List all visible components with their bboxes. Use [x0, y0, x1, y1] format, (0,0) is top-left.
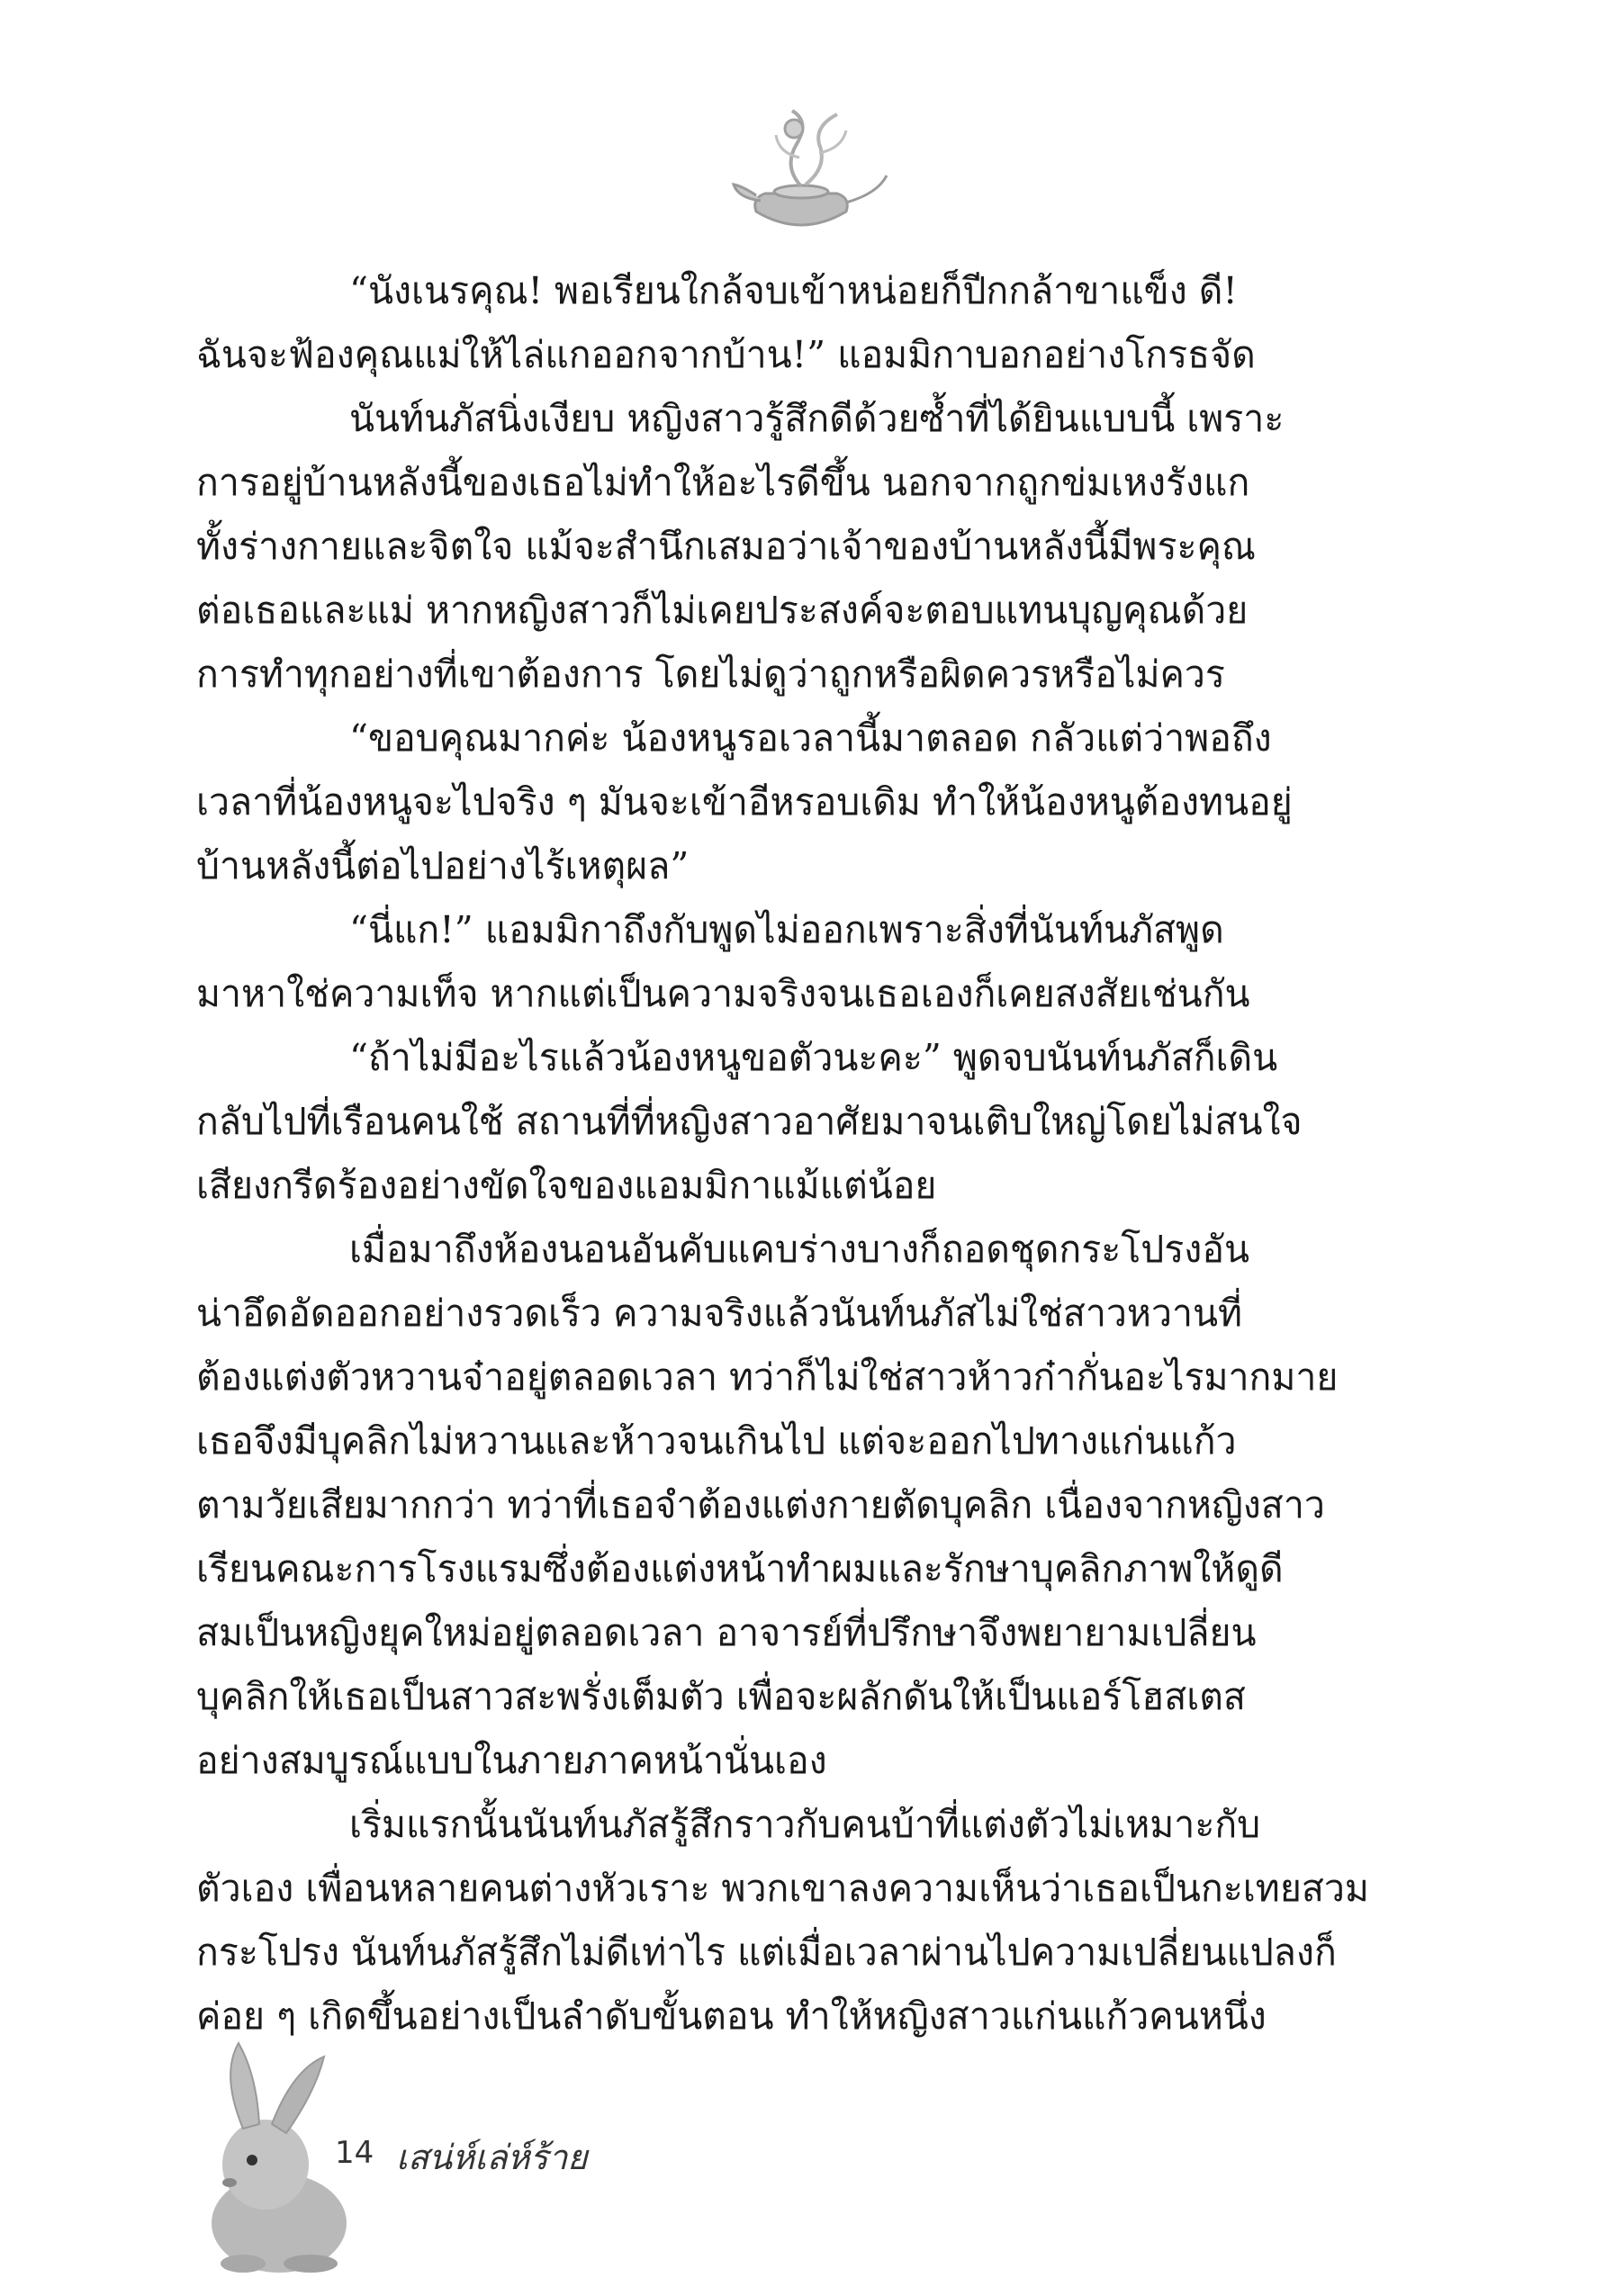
- text-line: ค่อย ๆ เกิดขึ้นอย่างเป็นลำดับขั้นตอน ทำให้หญิงสาวแก่นแก้วคนหนึ่ง: [196, 1994, 1267, 2038]
- text-line: ต้องแต่งตัวหวานจ๋าอยู่ตลอดเวลา ทว่าก็ไม่ใช่สาวห้าวก๋ากั่นอะไรมากมาย: [196, 1355, 1339, 1399]
- text-line: ตามวัยเสียมากกว่า ทว่าที่เธอจำต้องแต่งกายตัดบุคลิก เนื่องจากหญิงสาว: [196, 1483, 1325, 1526]
- text-line: “นี่แก!” แอมมิกาถึงกับพูดไม่ออกเพราะสิ่งที่นันท์นภัสพูด: [349, 908, 1224, 951]
- text-line: ทั้งร่างกายและจิตใจ แม้จะสำนึกเสมอว่าเจ้าของบ้านหลังนี้มีพระคุณ: [196, 525, 1256, 568]
- text-line: เริ่มแรกนั้นนันท์นภัสรู้สึกราวกับคนบ้าที่แต่งตัวไม่เหมาะกับ: [349, 1803, 1261, 1846]
- text-line: อย่างสมบูรณ์แบบในภายภาคหน้านั่นเอง: [196, 1739, 827, 1782]
- text-line: ฉันจะฟ้องคุณแม่ให้ไล่แกออกจากบ้าน!” แอมมิกาบอกอย่างโกรธจัด: [196, 333, 1256, 376]
- text-line: “ขอบคุณมากค่ะ น้องหนูรอเวลานี้มาตลอด กลัวแต่ว่าพอถึง: [349, 716, 1272, 760]
- text-line: บ้านหลังนี้ต่อไปอย่างไร้เหตุผล”: [196, 844, 690, 887]
- text-line: บุคลิกให้เธอเป็นสาวสะพรั่งเต็มตัว เพื่อจะผลักดันให้เป็นแอร์โฮสเตส: [196, 1675, 1246, 1718]
- text-line: “ถ้าไม่มีอะไรแล้วน้องหนูขอตัวนะคะ” พูดจบนันท์นภัสก็เดิน: [349, 1036, 1278, 1079]
- text-line: น่าอึดอัดออกอย่างรวดเร็ว ความจริงแล้วนันท์นภัสไม่ใช่สาวหวานที่: [196, 1292, 1243, 1335]
- text-line: เวลาที่น้องหนูจะไปจริง ๆ มันจะเข้าอีหรอบเดิม ทำให้น้องหนูต้องทนอยู่: [196, 780, 1293, 824]
- page-number: 14: [335, 2135, 374, 2171]
- text-line: การอยู่บ้านหลังนี้ของเธอไม่ทำให้อะไรดีขึ้น นอกจากถูกข่มเหงรังแก: [196, 461, 1250, 504]
- text-line: เมื่อมาถึงห้องนอนอันคับแคบร่างบางก็ถอดชุดกระโปรงอัน: [349, 1228, 1249, 1271]
- text-line: ต่อเธอและแม่ หากหญิงสาวก็ไม่เคยประสงค์จะตอบแทนบุญคุณด้วย: [196, 589, 1249, 632]
- genie-lamp-icon: [693, 104, 909, 239]
- text-line: “นังเนรคุณ! พอเรียนใกล้จบเข้าหน่อยก็ปีกกล้าขาแข็ง ดี!: [349, 269, 1238, 312]
- text-line: กระโปรง นันท์นภัสรู้สึกไม่ดีเท่าไร แต่เมื่อเวลาผ่านไปความเปลี่ยนแปลงก็: [196, 1931, 1337, 1974]
- text-line: กลับไปที่เรือนคนใช้ สถานที่ที่หญิงสาวอาศัยมาจนเติบใหญ่โดยไม่สนใจ: [196, 1100, 1303, 1143]
- text-line: สมเป็นหญิงยุคใหม่อยู่ตลอดเวลา อาจารย์ที่ปรึกษาจึงพยายามเปลี่ยน: [196, 1611, 1257, 1654]
- text-line: เสียงกรีดร้องอย่างขัดใจของแอมมิกาแม้แต่น้อย: [196, 1164, 937, 1207]
- text-line: เธอจึงมีบุคลิกไม่หวานและห้าวจนเกินไป แต่จะออกไปทางแก่นแก้ว: [196, 1419, 1237, 1463]
- text-line: เรียนคณะการโรงแรมซึ่งต้องแต่งหน้าทำผมและรักษาบุคลิกภาพให้ดูดี: [196, 1547, 1284, 1590]
- body-text: [196, 259, 1407, 2048]
- text-line: การทำทุกอย่างที่เขาต้องการ โดยไม่ดูว่าถูกหรือผิดควรหรือไม่ควร: [196, 653, 1225, 696]
- text-line: ตัวเอง เพื่อนหลายคนต่างหัวเราะ พวกเขาลงความเห็นว่าเธอเป็นกะเทยสวม: [196, 1867, 1369, 1910]
- text-line: มาหาใช่ความเท็จ หากแต่เป็นความจริงจนเธอเองก็เคยสงสัยเช่นกัน: [196, 972, 1250, 1015]
- text-line: นันท์นภัสนิ่งเงียบ หญิงสาวรู้สึกดีด้วยซ้ำที่ได้ยินแบบนี้ เพราะ: [349, 397, 1285, 440]
- book-title: เสน่ห์เล่ห์ร้าย: [396, 2138, 588, 2177]
